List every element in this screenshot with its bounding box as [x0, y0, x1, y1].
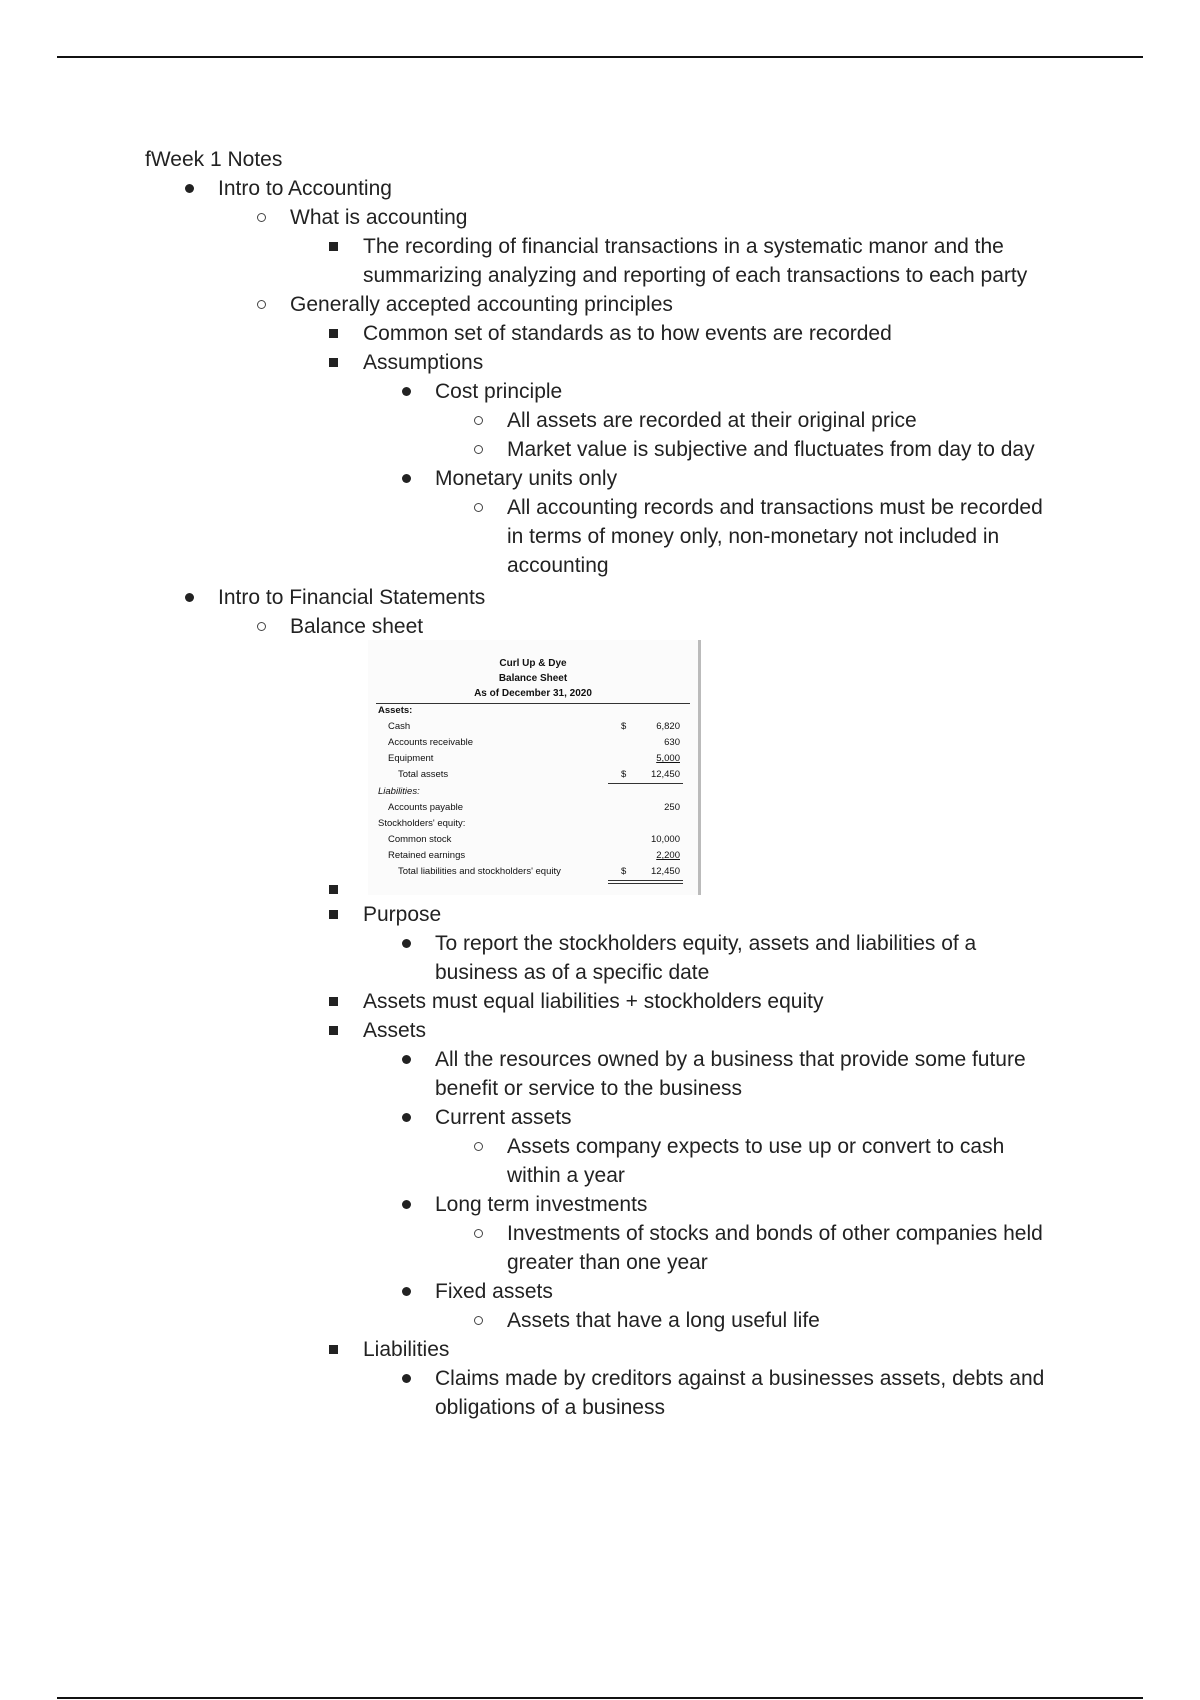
bs-total-rule: [608, 880, 683, 881]
list-item: Balance sheet: [290, 612, 1090, 641]
bullet-circle-icon: [474, 1316, 483, 1325]
bs-row: Equipment 5,000: [388, 753, 680, 764]
bullet-circle-icon: [257, 300, 266, 309]
list-item: Claims made by creditors against a businesses assets, debts and obligations of a business: [435, 1364, 1085, 1422]
bullet-disc-icon: [402, 939, 411, 948]
bullet-disc-icon: [402, 1055, 411, 1064]
bs-row: Total liabilities and stockholders' equity $ 12,450: [398, 866, 680, 877]
bs-company: Curl Up & Dye: [499, 658, 567, 669]
bullet-disc-icon: [402, 1287, 411, 1296]
list-item: Intro to Financial Statements: [218, 583, 1118, 612]
bullet-square-icon: [329, 329, 338, 338]
bullet-square-icon: [329, 885, 338, 894]
list-item: All accounting records and transactions must be recorded in terms of money only, non-monetary not included in accounting: [507, 493, 1087, 580]
bullet-circle-icon: [474, 416, 483, 425]
bottom-rule: [57, 1697, 1143, 1699]
bullet-square-icon: [329, 242, 338, 251]
balance-sheet-image: [368, 640, 701, 895]
bullet-disc-icon: [185, 593, 194, 602]
bs-row: Common stock 10,000: [388, 834, 680, 845]
list-item: Intro to Accounting: [218, 174, 1118, 203]
list-item: Purpose: [363, 900, 1083, 929]
bs-date: As of December 31, 2020: [474, 688, 592, 699]
bullet-disc-icon: [402, 474, 411, 483]
bullet-disc-icon: [185, 184, 194, 193]
bs-row: Stockholders' equity:: [378, 818, 466, 829]
list-item: Assets company expects to use up or convert to cash within a year: [507, 1132, 1087, 1190]
bullet-disc-icon: [402, 1374, 411, 1383]
bullet-circle-icon: [474, 1142, 483, 1151]
list-item: All the resources owned by a business that provide some future benefit or service to the business: [435, 1045, 1085, 1103]
list-item: What is accounting: [290, 203, 1090, 232]
list-item: Generally accepted accounting principles: [290, 290, 1090, 319]
list-item: Assets: [363, 1016, 1083, 1045]
bs-row: Retained earnings 2,200: [388, 850, 680, 861]
list-item: Current assets: [435, 1103, 1085, 1132]
list-item: Common set of standards as to how events are recorded: [363, 319, 1083, 348]
list-item: The recording of financial transactions in a systematic manor and the summarizing analyzing and reporting of each transactions to each party: [363, 232, 1083, 290]
bs-row: Total assets $ 12,450: [398, 769, 680, 780]
bs-header-rule: [376, 703, 690, 704]
bullet-circle-icon: [474, 1229, 483, 1238]
bs-title: Balance Sheet: [498, 673, 568, 684]
bullet-square-icon: [329, 997, 338, 1006]
list-item: Liabilities: [363, 1335, 1083, 1364]
bullet-disc-icon: [402, 387, 411, 396]
bullet-square-icon: [329, 1026, 338, 1035]
list-item: Cost principle: [435, 377, 1085, 406]
bs-row: Accounts payable 250: [388, 802, 680, 813]
bs-total-rule: [608, 783, 683, 784]
list-item: Assumptions: [363, 348, 1083, 377]
bullet-circle-icon: [474, 445, 483, 454]
bullet-disc-icon: [402, 1200, 411, 1209]
list-item: All assets are recorded at their original price: [507, 406, 1087, 435]
list-item: Long term investments: [435, 1190, 1085, 1219]
bullet-circle-icon: [257, 622, 266, 631]
list-item: Fixed assets: [435, 1277, 1085, 1306]
list-item: To report the stockholders equity, assets and liabilities of a business as of a specific date: [435, 929, 1085, 987]
page-title: fWeek 1 Notes: [145, 148, 283, 171]
bs-row: Accounts receivable 630: [388, 737, 680, 748]
bullet-square-icon: [329, 358, 338, 367]
list-item: Investments of stocks and bonds of other companies held greater than one year: [507, 1219, 1087, 1277]
bs-row: Cash $ 6,820: [388, 721, 680, 732]
bullet-circle-icon: [257, 213, 266, 222]
top-rule: [57, 56, 1143, 58]
bs-row: Assets:: [378, 705, 413, 716]
list-item: Market value is subjective and fluctuates from day to day: [507, 435, 1087, 464]
bullet-square-icon: [329, 910, 338, 919]
list-item: Assets must equal liabilities + stockholders equity: [363, 987, 1083, 1016]
bs-total-rule: [608, 883, 683, 884]
bullet-square-icon: [329, 1345, 338, 1354]
bullet-disc-icon: [402, 1113, 411, 1122]
bs-row: Liabilities:: [378, 786, 420, 797]
bullet-circle-icon: [474, 503, 483, 512]
list-item: Monetary units only: [435, 464, 1085, 493]
list-item: Assets that have a long useful life: [507, 1306, 1087, 1335]
